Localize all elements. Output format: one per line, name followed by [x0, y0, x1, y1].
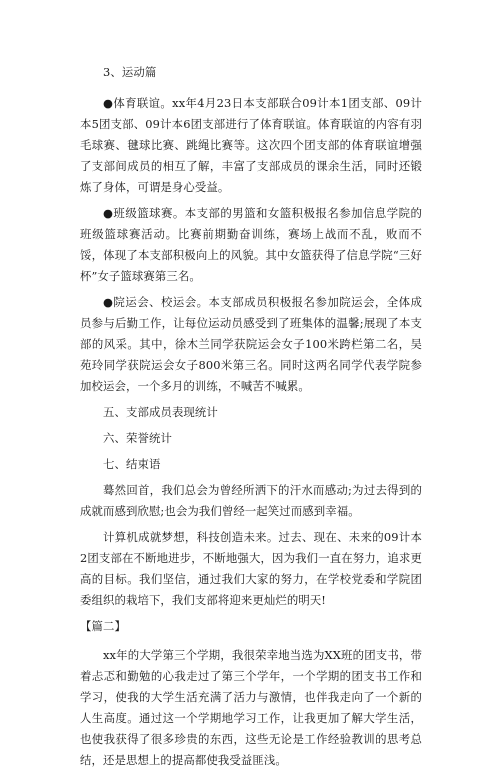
- paragraph-part-two: xx年的大学第三个学期，我很荣幸地当选为XX班的团支书，带着忐忑和勤勉的心我走过了第三个学年，一个学期的团支书工作和学习，使我的大学生活充满了活力与激情，也伴我走向了一个新的人生高度。通过这一个学期地学习工作，让我更加了解大学生活，也使我获得了很多珍贵的东西，这些无论是工作经验教训的思考总结，还是思想上的提高都使我受益匪浅。: [80, 648, 422, 767]
- section-heading-conclusion: 七、结束语: [103, 457, 161, 471]
- paragraph-basketball: ●班级篮球赛。本支部的男篮和女篮积极报名参加信息学院的班级篮球赛活动。比赛前期勤奋训练，赛场上战而不乱，败而不馁，体现了本支部积极向上的风貌。其中女篮获得了信息学院“三好杯”女子篮球赛第三名。: [80, 206, 422, 283]
- paragraph-future: 计算机成就梦想，科技创造未来。过去、现在、未来的09计本2团支部在不断地进步，不断地强大，因为我们一直在努力，追求更高的目标。我们坚信，通过我们大家的努力，在学校党委和学院团委组织的栽培下，我们支部将迎来更灿烂的明天!: [80, 530, 422, 607]
- paragraph-sports-meet: ●院运会、校运会。本支部成员积极报名参加院运会，全体成员参与后勤工作，让每位运动员感受到了班集体的温馨;展现了本支部的风采。其中，徐木兰同学获院运会女子100米跨栏第二名，吴苑玲同学获院运会女子800米第三名。同时这两名同学代表学院参加校运会，一个多月的训练，不喊苦不喊累。: [80, 295, 422, 393]
- paragraph-reflection: 蓦然回首，我们总会为曾经所洒下的汗水而感动;为过去得到的成就而感到欣慰;也会为我们曾经一起笑过而感到幸福。: [80, 483, 422, 518]
- section-heading-member-stats: 五、支部成员表现统计: [103, 405, 218, 419]
- part-two-marker: 【篇二】: [80, 619, 126, 633]
- section-heading-honors: 六、荣誉统计: [103, 431, 172, 445]
- section-heading-sports: 3、运动篇: [103, 65, 157, 79]
- paragraph-sports-fellowship: ●体育联谊。xx年4月23日本支部联合09计本1团支部、09计本5团支部、09计本6团支部进行了体育联谊。体育联谊的内容有羽毛球赛、毽球比赛、跳绳比赛等。这次四个团支部的体育联谊增强了支部间成员的相互了解，丰富了支部成员的课余生活，同时还锻炼了身体，可谓是身心受益。: [80, 96, 422, 194]
